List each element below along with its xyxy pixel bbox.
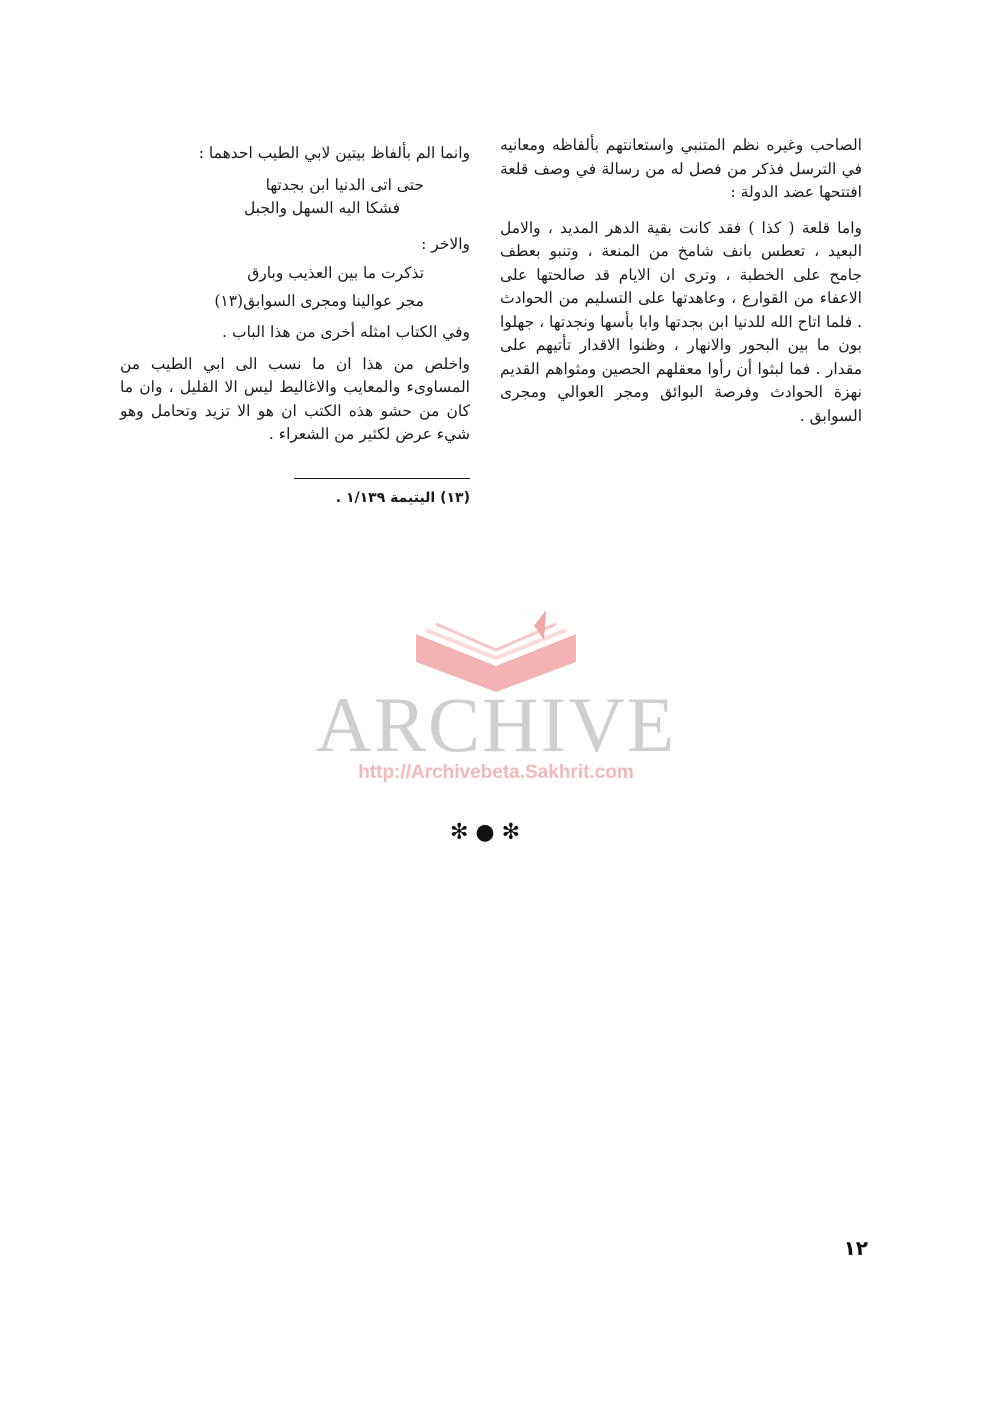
left-intro: وانما الم بألفاظ بيتين لابي الطيب احدهما : (198, 144, 470, 162)
other-label: والاخر : (421, 234, 470, 253)
right-paragraph-1: الصاحب وغيره نظم المتنبي واستعانتهم بألفاظه ومعانيه في الترسل فذكر من فصل له من رسالة في وصف قلعة افتتحها عضد الدولة : (500, 136, 862, 201)
left-paragraph: واخلص من هذا ان ما نسب الى ابي الطيب من المساوىء والمعايب والاغاليط ليس الا القليل ، وان ما كان من حشو هذه الكتب ان هو الا تزيد وتحامل وهو شيء عرض لكثير من الشعراء . (120, 354, 470, 443)
paragraph-gap (500, 205, 862, 217)
footnote-divider (294, 478, 470, 479)
archive-watermark (300, 596, 692, 796)
right-paragraph-2: واما قلعة ( كذا ) فقد كانت بقية الدهر المديد ، والامل البعيد ، تعطس بانف شامخ من المنعة ، وتنبو بعطف جامح على الخطبة ، وترى ان الايام قد صالحتها على الاعفاء من القوارع ، وعاهدتها على التسليم من الحوادث . فلما اتاح الله للدنيا ابن بجدتها وابا بأسها ونجدتها ، جهلوا بون ما بين البحور والانهار ، وظنوا الاقدار تأتيهم على مقدار . فما لبثوا أن رأوا معقلهم الحصين ومثواهم القديم نهزة الحوادث وفرصة البوائق ومجر العوالي ومجرى السوابق . (500, 218, 862, 425)
footnote: (١٣) اليتيمة ١/١٣٩ . (335, 490, 470, 506)
left-note: وفي الكتاب امثله أخرى من هذا الباب . (222, 323, 470, 341)
watermark-title: ARCHIVE (315, 681, 677, 768)
open-book-icon (396, 596, 596, 692)
right-column (500, 134, 862, 428)
verse-2-line-1: تذكرت ما بين العذيب وبارق (247, 264, 424, 282)
verse-2-line-2: مجر عوالينا ومجرى السوابق(١٣) (214, 291, 424, 310)
section-ornament: ✻ ● ✻ (449, 820, 521, 845)
verse-1-line-1: حتى اتى الدنيا ابن بجدتها (265, 175, 424, 194)
page-number: ١٢ (843, 1236, 868, 1260)
left-column (120, 142, 470, 447)
verse-1-line-2: فشكا اليه السهل والجبل (244, 199, 400, 217)
watermark-url: http://Archivebeta.Sakhrit.com (358, 762, 634, 783)
